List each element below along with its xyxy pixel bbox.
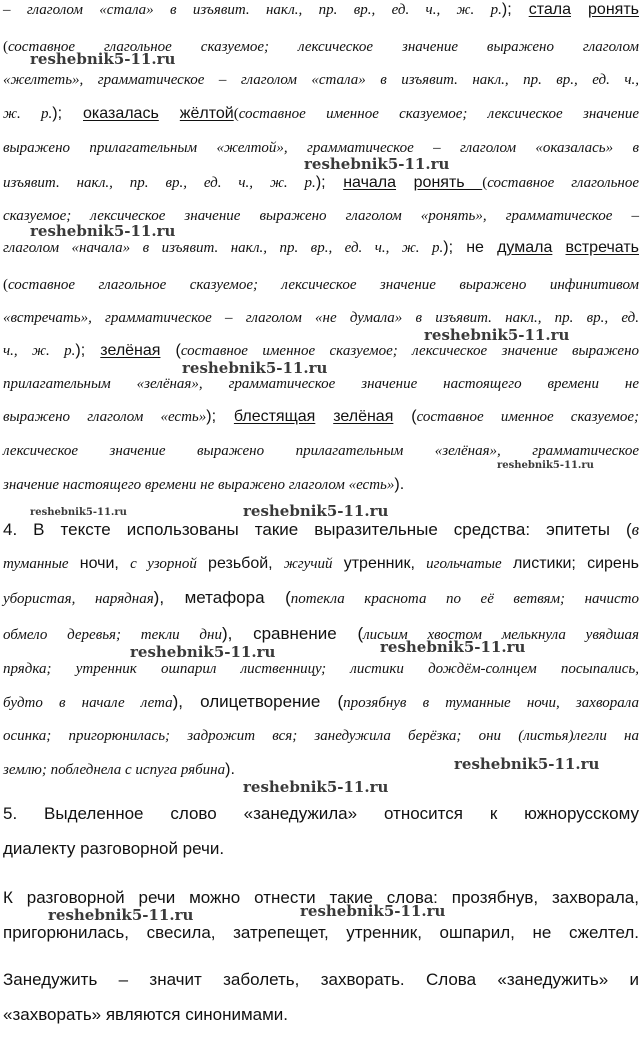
text-line: туманные ночи, с узорной резьбой, жгучий утренник, игольчатые листики; сирень [3,555,640,572]
text-line: 4. В тексте использованы такие выразительные средства: эпитеты (в [3,520,639,539]
text-line: «захворать» являются синонимами. [3,1005,288,1024]
text-line: «встречать», грамматическое – глаголом «не думала» в изъявит. накл., пр. вр., ед. [3,310,639,326]
text-line: (составное глагольное сказуемое; лексическое значение выражено инфинитивом [3,277,639,293]
text-line: пригорюнилась, свесила, затрепещет, утренник, ошпарил, не сжелтел. [3,923,639,942]
text-line: Занедужить – значит заболеть, захворать. Слова «занедужить» и [3,970,639,989]
text-line: сказуемое; лексическое значение выражено глаголом «ронять», грамматическое – [3,208,639,224]
watermark: reshebnik5-11.ru [424,326,570,344]
text-line: изъявит. накл., пр. вр., ед. ч., ж. р.); начала ронять (составное глагольное [3,174,640,191]
text-line: выражено глаголом «есть»); блестящая зелёная (составное именное сказуемое; [3,408,640,425]
text-line: прядка; утренник ошпарил лиственницу; листики дождём-солнцем посыпались, [3,661,639,677]
text-line: (составное глагольное сказуемое; лексическое значение выражено глаголом [3,39,639,55]
text-line: выражено прилагательным «желтой», грамматическое – глаголом «оказалась» в [3,140,639,156]
watermark: reshebnik5-11.ru [30,50,176,68]
watermark: reshebnik5-11.ru [182,359,328,377]
text-line: землю; побледнела с испуга рябина). [3,761,235,778]
text-line: – глаголом «стала» в изъявит. накл., пр. вр., ед. ч., ж. р.); стала ронять [3,1,639,18]
text-line: обмело деревья; текли дни), сравнение (лисьим хвостом мелькнула увядшая [3,624,639,643]
watermark: reshebnik5-11.ru [130,643,276,661]
watermark: reshebnik5-11.ru [30,507,127,518]
text-line: «желтеть», грамматическое – глаголом «стала» в изъявит. накл., пр. вр., ед. ч., [3,72,639,88]
text-line: ж. р.); оказалась жёлтой(составное именное сказуемое; лексическое значение [3,105,640,122]
watermark: reshebnik5-11.ru [304,155,450,173]
text-line: осинка; пригорюнилась; задрожит вся; занедужила берёзка; они (листья)легли на [3,728,639,744]
text-line: лексическое значение выражено прилагательным «зелёная», грамматическое [3,443,639,459]
watermark: reshebnik5-11.ru [497,460,594,471]
text-line: убористая, нарядная), метафора (потекла краснота по её ветвям; начисто [3,588,639,607]
text-line: 5. Выделенное слово «занедужила» относится к южнорусскому [3,804,639,823]
watermark: reshebnik5-11.ru [454,755,600,773]
text-line: К разговорной речи можно отнести такие слова: прозябнув, захворала, [3,888,639,907]
text-line: ч., ж. р.); зелёная (составное именное сказуемое; лексическое значение выражено [3,342,640,359]
watermark: reshebnik5-11.ru [243,502,389,520]
text-line: глаголом «начала» в изъявит. накл., пр. вр., ед. ч., ж. р.); не думала встречать [3,239,639,256]
watermark: reshebnik5-11.ru [300,902,446,920]
watermark: reshebnik5-11.ru [380,638,526,656]
text-line: будто в начале лета), олицетворение (прозябнув в туманные ночи, захворала [3,692,639,711]
watermark: reshebnik5-11.ru [48,906,194,924]
watermark: reshebnik5-11.ru [30,222,176,240]
text-line: прилагательным «зелёная», грамматическое значение настоящего времени не [3,376,639,392]
watermark: reshebnik5-11.ru [243,778,389,796]
text-line: диалекту разговорной речи. [3,839,225,858]
text-line: значение настоящего времени не выражено глаголом «есть»). [3,476,405,493]
